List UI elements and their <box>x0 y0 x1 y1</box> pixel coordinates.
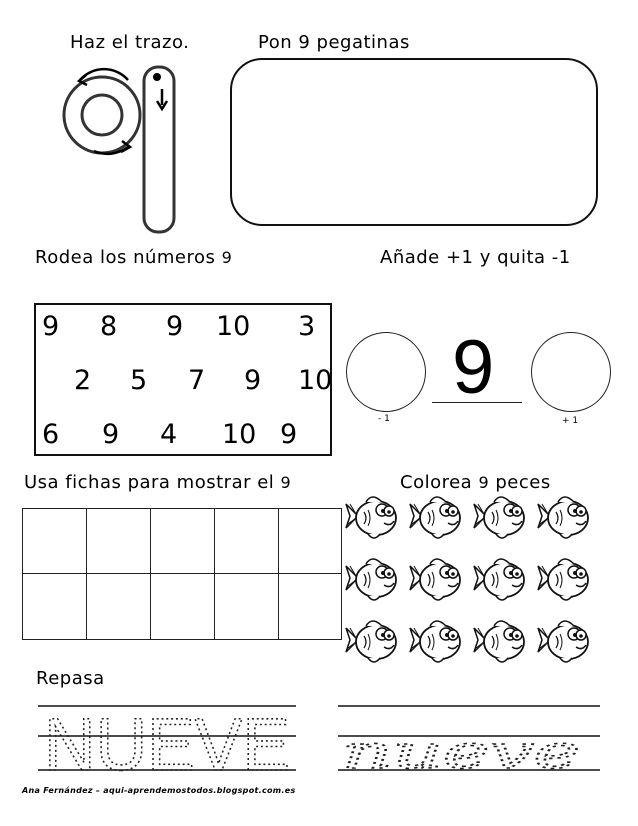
fish-drawing[interactable] <box>404 494 464 546</box>
grid-number[interactable]: 10 <box>222 419 257 450</box>
plus-one-circle[interactable] <box>531 332 611 412</box>
stickers-title: Pon 9 pegatinas <box>258 32 410 53</box>
grid-number[interactable]: 10 <box>216 311 251 342</box>
svg-text:NUEVE: NUEVE <box>44 703 290 786</box>
circle-numbers-title: Rodea los números 9 <box>35 247 233 268</box>
fish-drawing[interactable] <box>468 494 528 546</box>
numbers-grid-box <box>34 303 332 456</box>
trace-word-upper <box>38 700 300 786</box>
ten-frame-cell[interactable] <box>278 573 342 640</box>
plus-one-label: + 1 <box>562 416 579 426</box>
fish-drawing[interactable] <box>340 618 400 670</box>
svg-text:nueve: nueve <box>342 725 580 779</box>
center-underline <box>432 402 522 403</box>
fish-drawing[interactable] <box>404 618 464 670</box>
fish-drawing[interactable] <box>532 556 592 608</box>
ten-frame <box>22 508 342 640</box>
center-number: 9 <box>452 325 495 410</box>
sticker-box[interactable] <box>230 58 598 226</box>
trace-nine-graphic <box>50 55 190 235</box>
fish-drawing[interactable] <box>340 494 400 546</box>
ten-frame-cell[interactable] <box>278 508 342 574</box>
ten-frame-cell[interactable] <box>86 573 151 640</box>
grid-number[interactable]: 5 <box>130 365 148 396</box>
trace-word-lower <box>338 700 604 780</box>
grid-number[interactable]: 7 <box>188 365 206 396</box>
minus-one-circle[interactable] <box>346 332 426 412</box>
grid-number[interactable]: 9 <box>244 365 262 396</box>
ten-frame-cell[interactable] <box>214 573 279 640</box>
ten-frame-cell[interactable] <box>22 573 87 640</box>
grid-number[interactable]: 9 <box>166 311 184 342</box>
grid-number[interactable]: 10 <box>298 365 333 396</box>
grid-number[interactable]: 3 <box>298 311 316 342</box>
ten-frame-cell[interactable] <box>22 508 87 574</box>
grid-number[interactable]: 4 <box>160 419 178 450</box>
grid-number[interactable]: 9 <box>42 311 60 342</box>
fish-drawing[interactable] <box>468 618 528 670</box>
grid-number[interactable]: 8 <box>100 311 118 342</box>
grid-number[interactable]: 9 <box>280 419 298 450</box>
color-fish-title: Colorea 9 peces <box>400 472 551 493</box>
grid-number[interactable]: 2 <box>74 365 92 396</box>
add-subtract-title: Añade +1 y quita -1 <box>380 247 571 268</box>
trace-title: Haz el trazo. <box>70 32 190 53</box>
footer-credit: Ana Fernández – aqui-aprendemostodos.blogspot.com.es <box>22 786 296 795</box>
fish-drawing[interactable] <box>532 618 592 670</box>
fish-drawing[interactable] <box>468 556 528 608</box>
fish-area <box>340 494 610 684</box>
review-title: Repasa <box>36 668 105 689</box>
ten-frame-cell[interactable] <box>86 508 151 574</box>
fish-drawing[interactable] <box>532 494 592 546</box>
ten-frame-cell[interactable] <box>150 508 215 574</box>
ten-frame-cell[interactable] <box>150 573 215 640</box>
counters-title: Usa fichas para mostrar el 9 <box>24 472 292 493</box>
grid-number[interactable]: 9 <box>102 419 120 450</box>
fish-drawing[interactable] <box>340 556 400 608</box>
grid-number[interactable]: 6 <box>42 419 60 450</box>
minus-one-label: - 1 <box>378 414 390 424</box>
fish-drawing[interactable] <box>404 556 464 608</box>
ten-frame-cell[interactable] <box>214 508 279 574</box>
